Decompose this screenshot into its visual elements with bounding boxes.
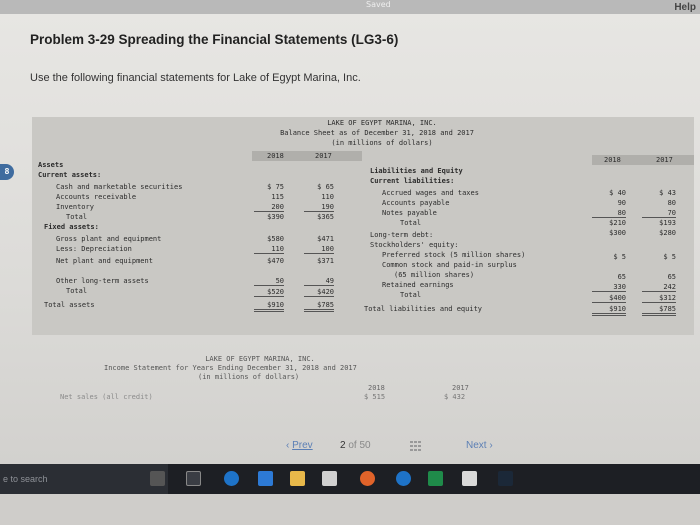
cl-total-2018: $210 xyxy=(609,219,626,227)
saved-status: Saved xyxy=(366,0,391,9)
ca-total-2017: $365 xyxy=(317,213,334,221)
fa-total-2017: $420 xyxy=(304,288,334,297)
gross-plant-2017: $471 xyxy=(317,235,334,243)
edge-browser-icon[interactable] xyxy=(224,471,239,486)
total-le-label: Total liabilities and equity xyxy=(364,305,483,313)
se-total-2017: $312 xyxy=(642,294,676,303)
net-sales-2018: $ 515 xyxy=(364,393,386,401)
pref-2017: $ 5 xyxy=(663,253,676,261)
is-subtitle: Income Statement for Years Ending December 31, 2018 and 2017 xyxy=(104,364,357,372)
net-plant-2018: $470 xyxy=(267,257,284,265)
cur-liab-header: Current liabilities: xyxy=(370,177,455,185)
bs-year-2018: 2018 xyxy=(267,152,284,160)
page-current: 2 xyxy=(340,440,346,451)
media-player-icon[interactable] xyxy=(360,471,375,486)
home-icon[interactable] xyxy=(322,471,337,486)
microphone-icon[interactable] xyxy=(150,471,165,486)
cash-label: Cash and marketable securities xyxy=(56,183,183,191)
cash-2018: $ 75 xyxy=(267,183,284,191)
other-lt-label: Other long-term assets xyxy=(56,277,149,285)
bs-units: (in millions of dollars) xyxy=(331,139,433,147)
taskbar-search-input[interactable]: e to search xyxy=(0,464,168,494)
depreciation-2017: 100 xyxy=(304,245,334,254)
ca-total-label: Total xyxy=(66,213,88,221)
ap-2017: 80 xyxy=(667,199,676,207)
grid-icon[interactable] xyxy=(410,441,422,451)
net-sales-2017: $ 432 xyxy=(444,393,466,401)
net-plant-label: Net plant and equipment xyxy=(56,257,153,265)
re-2017: 242 xyxy=(642,283,676,292)
net-sales-label: Net sales (all credit) xyxy=(60,393,153,401)
next-button[interactable] xyxy=(466,440,493,451)
ca-total-2018: $390 xyxy=(267,213,284,221)
total-assets-2018: $910 xyxy=(254,301,284,312)
common-2017: 65 xyxy=(667,273,676,281)
cl-total-2017: $193 xyxy=(659,219,676,227)
prev-button[interactable] xyxy=(286,440,313,451)
next-label: Next xyxy=(466,440,487,451)
re-label: Retained earnings xyxy=(382,281,454,289)
chevron-left-icon: ‹ xyxy=(286,440,293,451)
liab-equity-header: Liabilities and Equity xyxy=(370,167,463,175)
is-year-2017: 2017 xyxy=(452,384,469,392)
file-explorer-icon[interactable] xyxy=(290,471,305,486)
prev-label: Prev xyxy=(292,440,313,451)
ap-label: Accounts payable xyxy=(382,199,450,207)
total-le-2018: $910 xyxy=(592,305,626,316)
bs-subtitle: Balance Sheet as of December 31, 2018 and 2017 xyxy=(280,129,474,137)
help-link[interactable]: Help xyxy=(674,2,696,13)
cl-total-label: Total xyxy=(400,219,422,227)
page-of: of 50 xyxy=(348,440,371,451)
photos-icon[interactable] xyxy=(258,471,273,486)
task-view-icon[interactable] xyxy=(186,471,201,486)
balance-sheet-panel xyxy=(32,117,694,335)
depreciation-label: Less: Depreciation xyxy=(56,245,132,253)
other-lt-2018: 50 xyxy=(254,277,284,286)
pref-2018: $ 5 xyxy=(613,253,626,261)
common-2018: 65 xyxy=(617,273,626,281)
inventory-label: Inventory xyxy=(56,203,94,211)
se-header: Stockholders' equity: xyxy=(370,241,459,249)
chevron-right-icon: › xyxy=(486,440,493,451)
pref-label: Preferred stock (5 million shares) xyxy=(382,251,526,259)
top-bar xyxy=(0,0,700,14)
ap-2018: 90 xyxy=(617,199,626,207)
fixed-assets-header: Fixed assets: xyxy=(44,223,99,231)
assets-header: Assets xyxy=(38,161,64,169)
is-units: (in millions of dollars) xyxy=(198,373,300,381)
re-2018: 330 xyxy=(592,283,626,292)
net-plant-2017: $371 xyxy=(317,257,334,265)
bs-year-2017-right: 2017 xyxy=(656,156,673,164)
inventory-2017: 190 xyxy=(304,203,334,212)
notes-2017: 70 xyxy=(642,209,676,218)
fa-total-2018: $520 xyxy=(254,288,284,297)
accrued-2017: $ 43 xyxy=(659,189,676,197)
common-label: Common stock and paid-in surplus xyxy=(382,261,517,269)
ltd-2018: $300 xyxy=(609,229,626,237)
notes-label: Notes payable xyxy=(382,209,437,217)
accrued-2018: $ 40 xyxy=(609,189,626,197)
internet-explorer-icon[interactable] xyxy=(396,471,411,486)
se-total-label: Total xyxy=(400,291,422,299)
mail-icon[interactable] xyxy=(462,471,477,486)
cash-2017: $ 65 xyxy=(317,183,334,191)
inventory-2018: 200 xyxy=(254,203,284,212)
bs-company: LAKE OF EGYPT MARINA, INC. xyxy=(327,119,437,127)
total-le-2017: $785 xyxy=(642,305,676,316)
ar-2017: 110 xyxy=(321,193,334,201)
is-year-2018: 2018 xyxy=(368,384,385,392)
side-badge[interactable]: 8 xyxy=(0,164,14,180)
notes-2018: 80 xyxy=(592,209,626,218)
depreciation-2018: 110 xyxy=(254,245,284,254)
bottom-area xyxy=(0,494,700,525)
excel-icon[interactable] xyxy=(428,471,443,486)
problem-title: Problem 3-29 Spreading the Financial Statements (LG3-6) xyxy=(30,32,399,47)
bs-year-2017: 2017 xyxy=(315,152,332,160)
total-assets-2017: $785 xyxy=(304,301,334,312)
ltd-2017: $280 xyxy=(659,229,676,237)
accrued-label: Accrued wages and taxes xyxy=(382,189,479,197)
se-total-2018: $400 xyxy=(592,294,626,303)
other-lt-2017: 49 xyxy=(304,277,334,286)
total-assets-label: Total assets xyxy=(44,301,95,309)
problem-instruction: Use the following financial statements for Lake of Egypt Marina, Inc. xyxy=(30,72,361,84)
current-assets-header: Current assets: xyxy=(38,171,102,179)
steam-icon[interactable] xyxy=(498,471,513,486)
is-company: LAKE OF EGYPT MARINA, INC. xyxy=(205,355,315,363)
ar-2018: 115 xyxy=(271,193,284,201)
ltd-label: Long-term debt: xyxy=(370,231,434,239)
page-indicator xyxy=(340,440,371,451)
bs-year-2018-right: 2018 xyxy=(604,156,621,164)
income-statement-panel xyxy=(60,355,500,415)
gross-plant-2018: $580 xyxy=(267,235,284,243)
common-label-shares: (65 million shares) xyxy=(394,271,475,279)
fa-total-label: Total xyxy=(66,287,88,295)
gross-plant-label: Gross plant and equipment xyxy=(56,235,162,243)
ar-label: Accounts receivable xyxy=(56,193,137,201)
